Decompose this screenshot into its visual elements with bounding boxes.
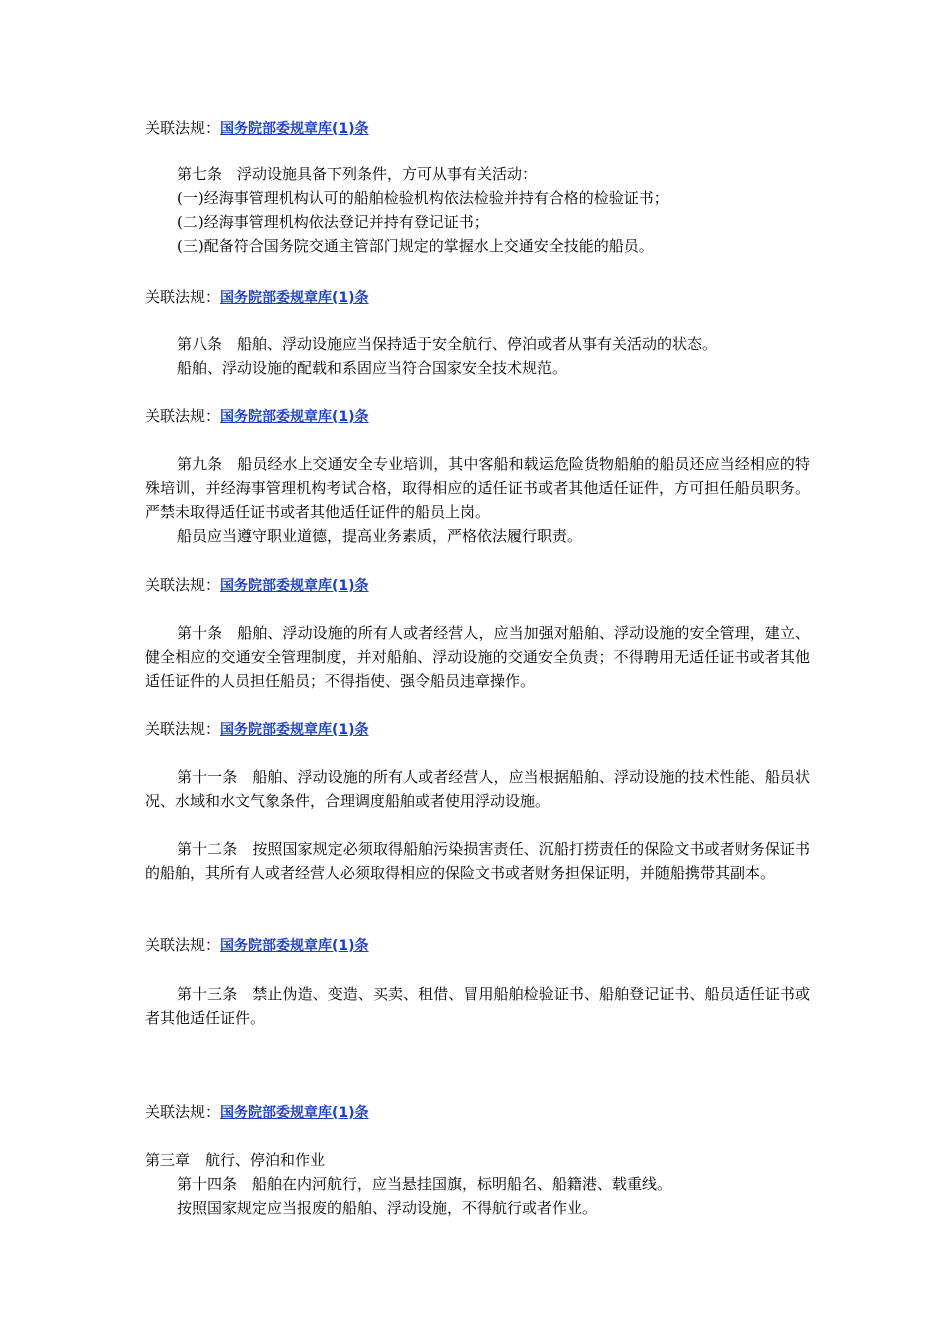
article-13-paragraph-1: 第十三条 禁止伪造、变造、买卖、租借、冒用船舶检验证书、船舶登记证书、船员适任证书或者其他适任证件。 bbox=[145, 985, 810, 1027]
article-7 bbox=[145, 162, 810, 258]
related-regulation-link[interactable]: 国务院部委规章库(1)条 bbox=[220, 938, 369, 954]
article-8-line-2: 船舶、浮动设施的配载和系固应当符合国家安全技术规范。 bbox=[177, 359, 568, 377]
article-7-line-1: 第七条 浮动设施具备下列条件，方可从事有关活动： bbox=[177, 165, 538, 183]
related-regulation-label: 关联法规： bbox=[145, 119, 221, 137]
related-regulation-link[interactable]: 国务院部委规章库(1)条 bbox=[220, 121, 369, 137]
related-regulation-label: 关联法规： bbox=[145, 1103, 221, 1121]
article-9-paragraph-2: 船员应当遵守职业道德，提高业务素质，严格依法履行职责。 bbox=[177, 527, 583, 545]
article-8 bbox=[145, 332, 810, 380]
article-9 bbox=[145, 452, 810, 548]
article-11 bbox=[145, 765, 810, 813]
related-regulation-link[interactable]: 国务院部委规章库(1)条 bbox=[220, 409, 369, 425]
related-regulation-link[interactable]: 国务院部委规章库(1)条 bbox=[220, 290, 369, 306]
article-11-paragraph-1: 第十一条 船舶、浮动设施的所有人或者经营人，应当根据船舶、浮动设施的技术性能、船员状况、水域和水文气象条件，合理调度船舶或者使用浮动设施。 bbox=[145, 768, 810, 810]
related-regulation-line bbox=[145, 719, 810, 740]
related-regulation-label: 关联法规： bbox=[145, 936, 221, 954]
related-regulation-line bbox=[145, 935, 810, 956]
article-7-line-2: (一)经海事管理机构认可的船舶检验机构依法检验并持有合格的检验证书； bbox=[177, 189, 669, 207]
article-10 bbox=[145, 621, 810, 693]
article-12 bbox=[145, 837, 810, 885]
article-14-paragraph-2: 按照国家规定应当报废的船舶、浮动设施，不得航行或者作业。 bbox=[177, 1199, 598, 1217]
article-12-paragraph-1: 第十二条 按照国家规定必须取得船舶污染损害责任、沉船打捞责任的保险文书或者财务保证书的船舶，其所有人或者经营人必须取得相应的保险文书或者财务担保证明，并随船携带其副本。 bbox=[145, 840, 810, 882]
related-regulation-line bbox=[145, 118, 810, 139]
related-regulation-label: 关联法规： bbox=[145, 407, 221, 425]
related-regulation-link[interactable]: 国务院部委规章库(1)条 bbox=[220, 722, 369, 738]
related-regulation-line bbox=[145, 1102, 810, 1123]
article-10-paragraph-1: 第十条 船舶、浮动设施的所有人或者经营人，应当加强对船舶、浮动设施的安全管理，建立、健全相应的交通安全管理制度，并对船舶、浮动设施的交通安全负责；不得聘用无适任证书或者其他适任证件的人员担任船员；不得指使、强令船员违章操作。 bbox=[145, 624, 810, 690]
related-regulation-label: 关联法规： bbox=[145, 288, 221, 306]
article-14-paragraph-1: 第十四条 船舶在内河航行，应当悬挂国旗，标明船名、船籍港、载重线。 bbox=[177, 1175, 673, 1193]
article-9-paragraph-1: 第九条 船员经水上交通安全专业培训，其中客船和载运危险货物船舶的船员还应当经相应的特殊培训，并经海事管理机构考试合格，取得相应的适任证书或者其他适任证件，方可担任船员职务。严禁未取得适任证书或者其他适任证件的船员上岗。 bbox=[145, 455, 810, 521]
article-7-line-3: (二)经海事管理机构依法登记并持有登记证书； bbox=[177, 213, 489, 231]
related-regulation-link[interactable]: 国务院部委规章库(1)条 bbox=[220, 578, 369, 594]
chapter-3-heading: 第三章 航行、停泊和作业 bbox=[145, 1151, 326, 1169]
chapter-3 bbox=[145, 1148, 810, 1220]
article-7-line-4: (三)配备符合国务院交通主管部门规定的掌握水上交通安全技能的船员。 bbox=[177, 237, 654, 255]
related-regulation-line bbox=[145, 575, 810, 596]
article-8-line-1: 第八条 船舶、浮动设施应当保持适于安全航行、停泊或者从事有关活动的状态。 bbox=[177, 335, 718, 353]
related-regulation-line bbox=[145, 287, 810, 308]
article-13 bbox=[145, 982, 810, 1030]
related-regulation-link[interactable]: 国务院部委规章库(1)条 bbox=[220, 1105, 369, 1121]
related-regulation-label: 关联法规： bbox=[145, 576, 221, 594]
related-regulation-line bbox=[145, 406, 810, 427]
related-regulation-label: 关联法规： bbox=[145, 720, 221, 738]
